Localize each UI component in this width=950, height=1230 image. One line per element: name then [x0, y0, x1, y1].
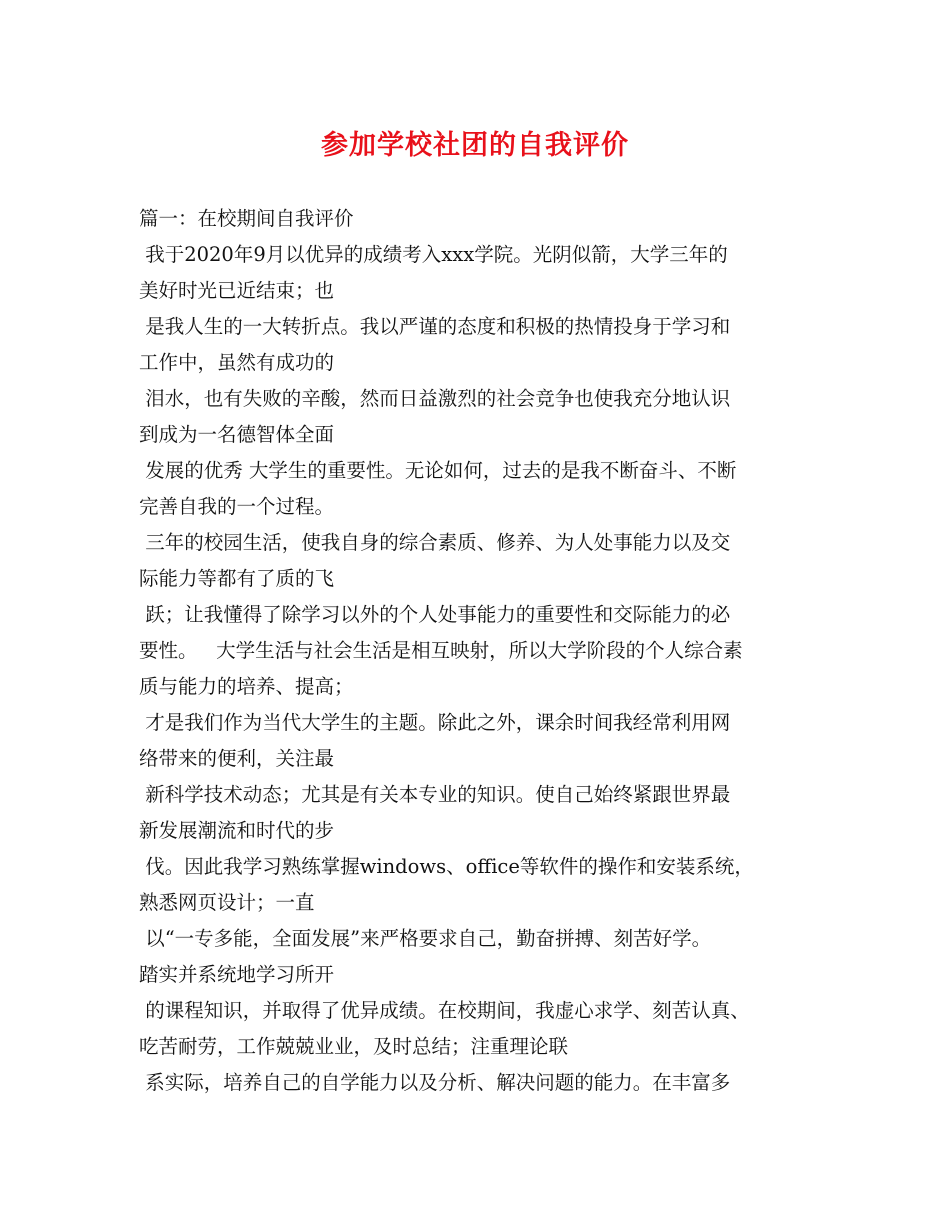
text-line: 三年的校园生活，使我自身的综合素质、修养、为人处事能力以及交 [139, 531, 731, 554]
text-line: 篇一：在校期间自我评价 [139, 207, 354, 230]
document-body [139, 201, 829, 1101]
text-line: 工作中，虽然有成功的 [139, 351, 335, 374]
text-line: 伐。因此我学习熟练掌握windows、office等软件的操作和安装系统， [139, 855, 754, 878]
text-line: 际能力等都有了质的飞 [139, 567, 335, 590]
text-line: 跃；让我懂得了除学习以外的个人处事能力的重要性和交际能力的必 [139, 603, 731, 626]
text-line: 质与能力的培养、提高； [139, 675, 354, 698]
text-line: 吃苦耐劳，工作兢兢业业，及时总结；注重理论联 [139, 1035, 569, 1058]
text-line: 新科学技术动态；尤其是有关本专业的知识。使自己始终紧跟世界最 [139, 783, 731, 806]
text-line: 以“一专多能，全面发展”来严格要求自己，勤奋拼搏、刻苦好学。 [139, 927, 712, 950]
text-line: 新发展潮流和时代的步 [139, 819, 335, 842]
text-line: 是我人生的一大转折点。我以严谨的态度和积极的热情投身于学习和 [139, 315, 731, 338]
text-line: 踏实并系统地学习所开 [139, 963, 335, 986]
text-line: 才是我们作为当代大学生的主题。除此之外，课余时间我经常利用网 [139, 711, 731, 734]
text-line: 我于2020年9月以优异的成绩考入xxx学院。光阴似箭，大学三年的 [139, 243, 728, 266]
text-line: 的课程知识，并取得了优异成绩。在校期间，我虚心求学、刻苦认真、 [139, 999, 750, 1022]
text-line: 泪水，也有失败的辛酸，然而日益激烈的社会竞争也使我充分地认识 [139, 387, 731, 410]
text-line: 完善自我的一个过程。 [139, 495, 335, 518]
text-line: 络带来的便利，关注最 [139, 747, 335, 770]
text-line: 系实际，培养自己的自学能力以及分析、解决问题的能力。在丰富多 [139, 1071, 731, 1094]
text-line: 熟悉网页设计；一直 [139, 891, 315, 914]
text-line: 到成为一名德智体全面 [139, 423, 335, 446]
text-line: 要性。 大学生活与社会生活是相互映射，所以大学阶段的个人综合素 [139, 639, 743, 662]
text-line: 发展的优秀 大学生的重要性。无论如何，过去的是我不断奋斗、不断 [139, 459, 737, 482]
text-line: 美好时光已近结束；也 [139, 279, 335, 302]
document-title: 参加学校社团的自我评价 [321, 130, 629, 161]
